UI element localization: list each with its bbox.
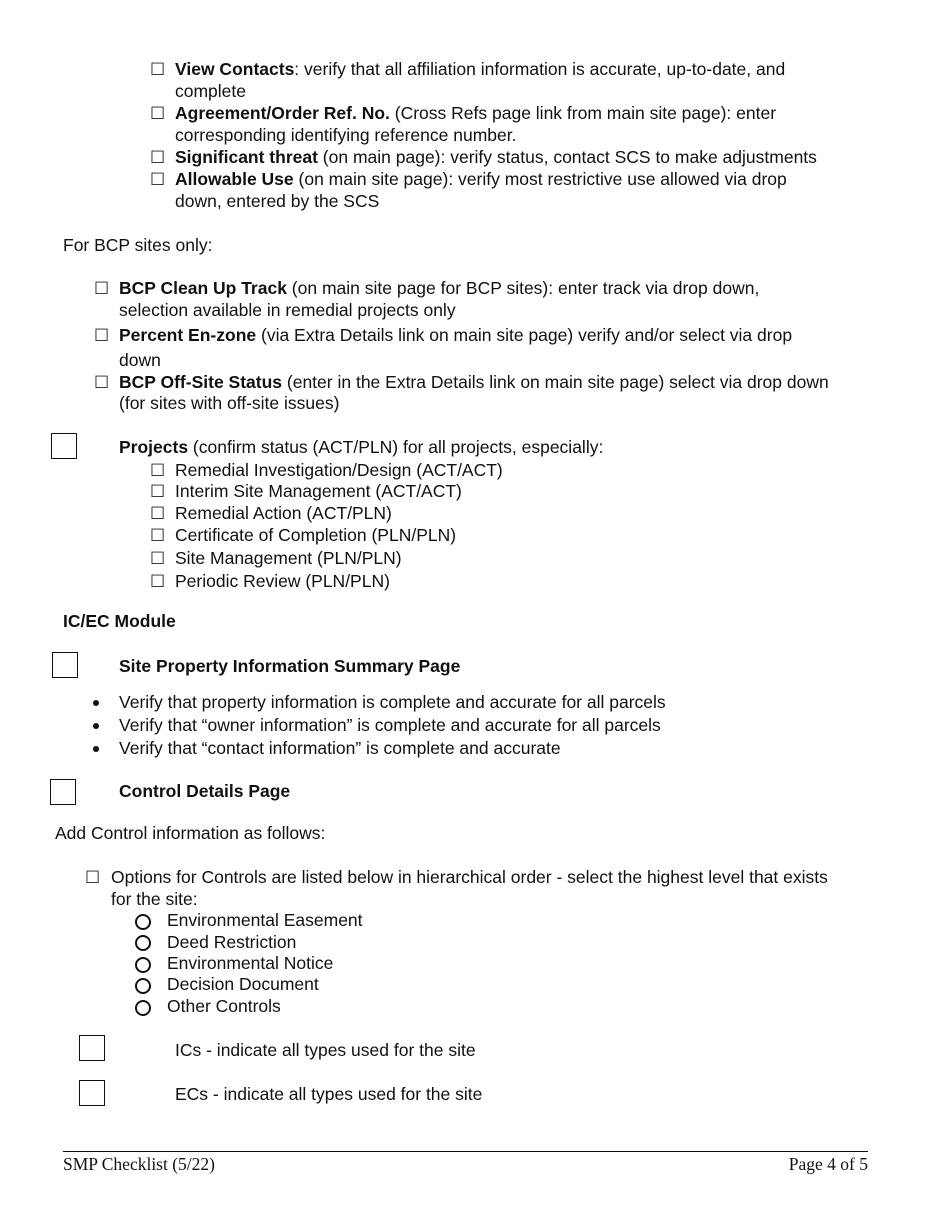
- checkbox-project-6[interactable]: ☐: [150, 572, 166, 592]
- radio-environmental-easement[interactable]: [135, 914, 151, 930]
- project-item: Remedial Action (ACT/PLN): [175, 503, 392, 523]
- control-option: Other Controls: [167, 996, 281, 1016]
- control-heading: Control Details Page: [119, 781, 291, 801]
- checkbox-project-1[interactable]: ☐: [150, 461, 166, 481]
- property-heading: Site Property Information Summary Page: [119, 656, 461, 676]
- item-bcp-cleanup-cont: selection available in remedial projects only: [119, 300, 456, 320]
- item-view-contacts-cont: complete: [175, 81, 247, 101]
- item-agreement-ref: Agreement/Order Ref. No. (Cross Refs page link from main site page): enter: [175, 103, 777, 123]
- control-option: Environmental Notice: [167, 953, 334, 973]
- checkbox-project-4[interactable]: ☐: [150, 526, 166, 546]
- checkbox-significant-threat[interactable]: ☐: [150, 148, 166, 168]
- property-bullet: Verify that property information is complete and accurate for all parcels: [119, 692, 666, 712]
- item-view-contacts: View Contacts: verify that all affiliation information is accurate, up-to-date, and: [175, 59, 786, 79]
- options-text: Options for Controls are listed below in hierarchical order - select the highest level that exists: [111, 867, 828, 887]
- radio-other-controls[interactable]: [135, 1000, 151, 1016]
- checkbox-property-summary[interactable]: [52, 652, 78, 678]
- ics-label: ICs - indicate all types used for the site: [175, 1040, 476, 1060]
- checkbox-allowable-use[interactable]: ☐: [150, 170, 166, 190]
- project-item: Site Management (PLN/PLN): [175, 548, 402, 568]
- checkbox-ecs[interactable]: [79, 1080, 105, 1106]
- checkbox-percent-enzone[interactable]: ☐: [94, 326, 110, 346]
- checkbox-project-5[interactable]: ☐: [150, 549, 166, 569]
- projects-heading: Projects (confirm status (ACT/PLN) for all projects, especially:: [119, 437, 604, 457]
- control-intro: Add Control information as follows:: [55, 823, 326, 843]
- ecs-label: ECs - indicate all types used for the site: [175, 1084, 483, 1104]
- checkbox-control-details[interactable]: [50, 779, 76, 805]
- radio-decision-document[interactable]: [135, 978, 151, 994]
- project-item: Remedial Investigation/Design (ACT/ACT): [175, 460, 503, 480]
- checkbox-bcp-cleanup[interactable]: ☐: [94, 279, 110, 299]
- property-bullet: Verify that “owner information” is complete and accurate for all parcels: [119, 715, 661, 735]
- bullet-icon: [93, 746, 99, 752]
- checkbox-bcp-offsite[interactable]: ☐: [94, 373, 110, 393]
- checkbox-project-3[interactable]: ☐: [150, 504, 166, 524]
- property-bullet: Verify that “contact information” is complete and accurate: [119, 738, 561, 758]
- checkbox-view-contacts[interactable]: ☐: [150, 60, 166, 80]
- control-option: Environmental Easement: [167, 910, 363, 930]
- checkbox-control-options[interactable]: ☐: [85, 868, 101, 888]
- control-option: Deed Restriction: [167, 932, 297, 952]
- checkbox-projects[interactable]: [51, 433, 77, 459]
- checkbox-ics[interactable]: [79, 1035, 105, 1061]
- bullet-icon: [93, 723, 99, 729]
- bcp-intro: For BCP sites only:: [63, 235, 213, 255]
- footer-page-number: Page 4 of 5: [788, 1154, 868, 1174]
- item-significant-threat: Significant threat (on main page): verify status, contact SCS to make adjustments: [175, 147, 817, 167]
- radio-deed-restriction[interactable]: [135, 935, 151, 951]
- item-percent-enzone-cont: down: [119, 350, 161, 370]
- project-item: Interim Site Management (ACT/ACT): [175, 481, 462, 501]
- footer-rule: [63, 1151, 868, 1152]
- project-item: Certificate of Completion (PLN/PLN): [175, 525, 457, 545]
- checkbox-agreement-ref[interactable]: ☐: [150, 104, 166, 124]
- options-text-cont: for the site:: [111, 889, 198, 909]
- control-option: Decision Document: [167, 974, 319, 994]
- item-allowable-use: Allowable Use (on main site page): verify most restrictive use allowed via drop: [175, 169, 787, 189]
- item-bcp-offsite: BCP Off-Site Status (enter in the Extra Details link on main site page) select via drop down: [119, 372, 829, 392]
- item-allowable-use-cont: down, entered by the SCS: [175, 191, 380, 211]
- item-percent-enzone: Percent En-zone (via Extra Details link on main site page) verify and/or select via drop: [119, 325, 793, 345]
- item-bcp-cleanup: BCP Clean Up Track (on main site page for BCP sites): enter track via drop down,: [119, 278, 760, 298]
- item-agreement-ref-cont: corresponding identifying reference number.: [175, 125, 517, 145]
- project-item: Periodic Review (PLN/PLN): [175, 571, 390, 591]
- icec-heading: IC/EC Module: [63, 611, 176, 631]
- bullet-icon: [93, 700, 99, 706]
- checkbox-project-2[interactable]: ☐: [150, 482, 166, 502]
- footer-left: SMP Checklist (5/22): [63, 1154, 215, 1174]
- radio-environmental-notice[interactable]: [135, 957, 151, 973]
- item-bcp-offsite-cont: (for sites with off-site issues): [119, 393, 340, 413]
